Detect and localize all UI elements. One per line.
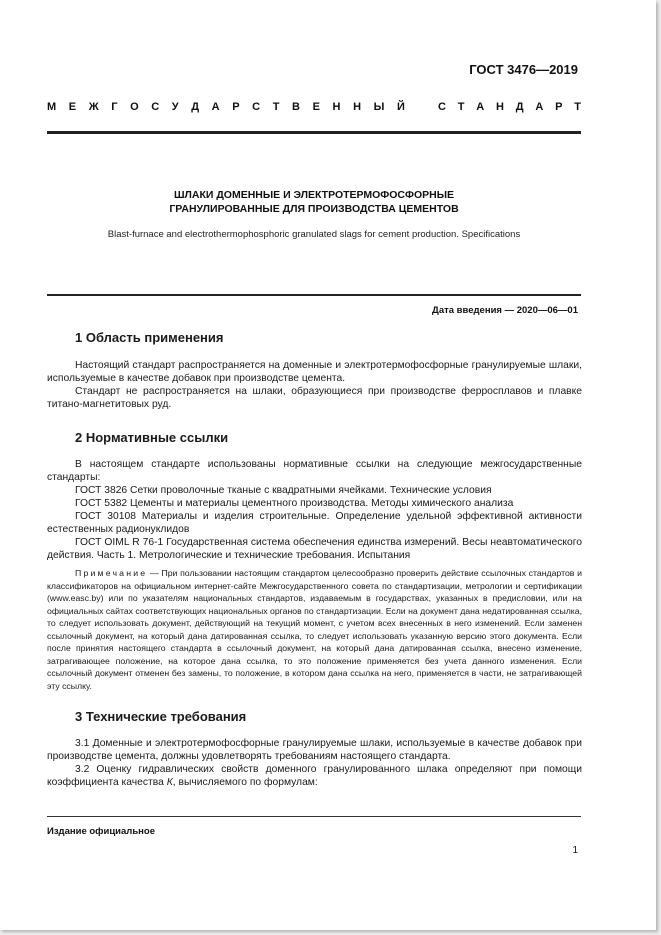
- heading-letter: Т: [272, 101, 280, 113]
- heading-letter: Д: [191, 101, 200, 113]
- gost-number: ГОСТ 3476—2019: [469, 62, 578, 77]
- interstate-standard-heading: [47, 101, 581, 113]
- note-paragraph: [47, 567, 582, 692]
- section-1-paragraph: Настоящий стандарт распространяется на доменные и электротермофосфорные гранулируемые шлаки, используемые в качестве добавок при производстве цемента.: [47, 360, 582, 384]
- heading-letter: А: [535, 101, 544, 113]
- footer-rule: [47, 816, 581, 817]
- title-rule: [47, 294, 581, 296]
- page-number: 1: [572, 845, 578, 856]
- section-3-paragraph: [47, 763, 582, 789]
- section-2-heading: 2 Нормативные ссылки: [75, 430, 229, 445]
- paragraph-text: , вычисляемого по формулам:: [172, 777, 318, 788]
- heading-letter: Ы: [373, 101, 385, 113]
- heading-letter: Ж: [88, 101, 99, 113]
- standard-word: [438, 101, 581, 113]
- section-2-paragraph: В настоящем стандарте использованы нормативные ссылки на следующие межгосударственные стандарты:: [47, 459, 582, 483]
- official-edition-label: Издание официальное: [47, 826, 155, 837]
- heading-letter: С: [151, 101, 160, 113]
- heading-letter: Р: [555, 101, 563, 113]
- interstate-word: [47, 101, 405, 113]
- section-1-paragraph: Стандарт не распространяется на шлаки, образующиеся при производстве ферросплавов и плавке титано-магнетитовых руд.: [47, 386, 582, 410]
- introduction-date: Дата введения — 2020—06—01: [432, 305, 578, 316]
- heading-letter: Д: [515, 101, 524, 113]
- note-label: Примечание: [75, 568, 148, 578]
- main-content: [47, 330, 582, 789]
- reference-item: ГОСТ OIML R 76-1 Государственная система обеспечения единства измерений. Весы неавтоматического действия. Часть 1. Метрологические и технические требования. Испытания: [47, 537, 582, 561]
- paragraph-text: 3.2 Оценку гидравлических свойств доменного гранулированного шлака определяют при помощи коэффициента качества: [47, 764, 582, 788]
- heading-letter: В: [292, 101, 300, 113]
- heading-letter: Е: [68, 101, 77, 113]
- heading-letter: О: [130, 101, 139, 113]
- heading-letter: М: [47, 101, 57, 113]
- heading-letter: Н: [332, 101, 341, 113]
- reference-item: ГОСТ 3826 Сетки проволочные тканые с квадратными ячейками. Технические условия: [75, 485, 492, 496]
- heading-letter: Т: [574, 101, 581, 113]
- heading-letter: У: [171, 101, 179, 113]
- heading-letter: Е: [312, 101, 320, 113]
- reference-item: ГОСТ 30108 Материалы и изделия строительные. Определение удельной эффективной активности естественных радионуклидов: [47, 511, 582, 535]
- section-3-paragraph: 3.1 Доменные и электротермофосфорные гранулируемые шлаки, используемые в качестве добавок при производстве цемента, должны удовлетворять требованиям настоящего стандарта.: [47, 738, 582, 762]
- english-title: Blast-furnace and electrothermophosphoric granulated slags for cement production. Specifications: [107, 229, 521, 240]
- section-1-heading: 1 Область применения: [75, 330, 224, 345]
- heading-letter: С: [438, 101, 446, 113]
- header-rule: [47, 131, 581, 134]
- coefficient-symbol: К: [166, 777, 173, 788]
- heading-letter: Р: [232, 101, 240, 113]
- heading-letter: Г: [111, 101, 118, 113]
- heading-letter: С: [252, 101, 261, 113]
- title-line-2: ГРАНУЛИРОВАННЫЕ ДЛЯ ПРОИЗВОДСТВА ЦЕМЕНТОВ: [169, 203, 459, 215]
- document-title: [47, 188, 581, 216]
- title-line-1: ШЛАКИ ДОМЕННЫЕ И ЭЛЕКТРОТЕРМОФОСФОРНЫЕ: [173, 189, 455, 201]
- reference-item: ГОСТ 5382 Цементы и материалы цементного производства. Методы химического анализа: [75, 498, 514, 509]
- note-text: — При пользовании настоящим стандартом целесообразно проверить действие ссылочных стандартов и классификаторов на официальном интернет-сайте Межгосударственного совета по стандартизации, метрологии и сертификации (www.easc.by) или по указателям национальных стандартов, издаваемым в государствах, указанных в предисловии, или на официальных сайтах соответствующих национальных органов по стандартизации. Если на документ дана недатированная ссылка, то следует использовать документ, действующий на текущий момент, с учетом всех внесенных в него изменений. Если заменен ссылочный документ, на который дана датированная ссылка, то следует использовать указанную версию этого документа. Если после принятия настоящего стандарта в ссылочный документ, на который дана датированная ссылка, внесено изменение, затрагивающее положение, на которое дана ссылка, то это положение применяется без учета данного изменения. Если ссылочный документ отменен без замены, то положение, в котором дана ссылка на него, применяется в части, не затрагивающей эту ссылку.: [47, 568, 582, 691]
- section-3-heading: 3 Технические требования: [75, 709, 247, 724]
- heading-letter: А: [211, 101, 220, 113]
- heading-letter: Н: [495, 101, 504, 113]
- heading-letter: Н: [353, 101, 362, 113]
- heading-letter: Й: [396, 101, 405, 113]
- heading-letter: А: [476, 101, 485, 113]
- heading-letter: Т: [457, 101, 465, 113]
